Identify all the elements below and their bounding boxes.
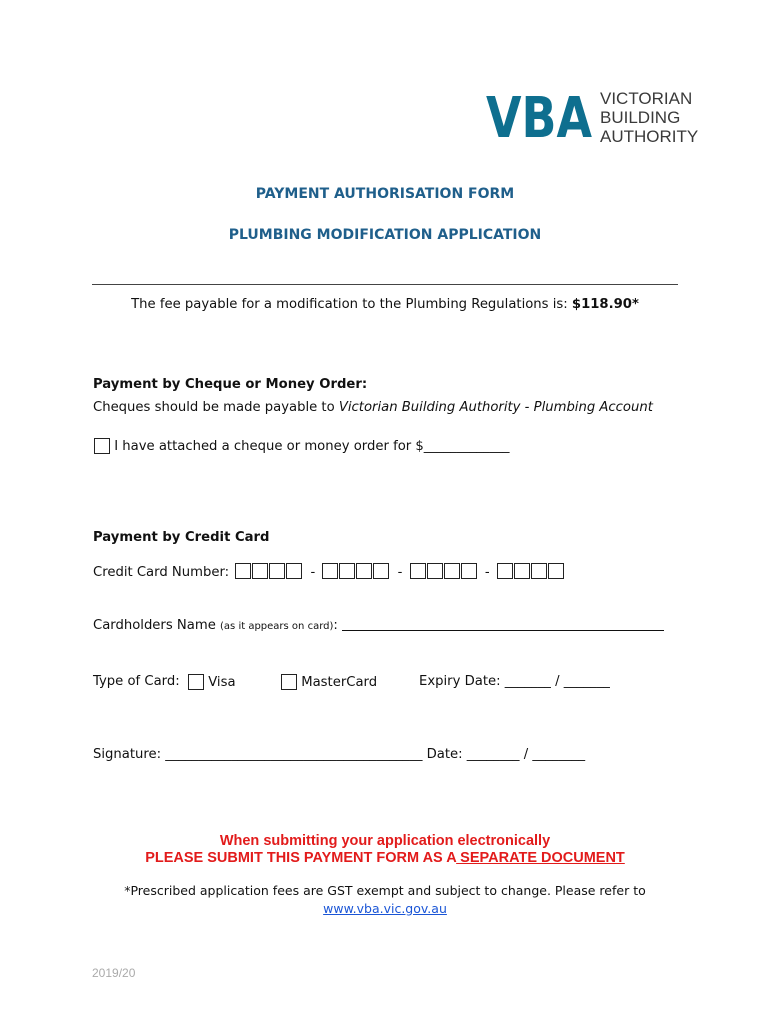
card-number-separator: - bbox=[310, 565, 316, 580]
credit-heading: Payment by Credit Card bbox=[93, 530, 270, 545]
card-number-group-2[interactable] bbox=[322, 565, 390, 580]
signature-label: Signature: bbox=[93, 747, 166, 762]
card-number-row bbox=[93, 563, 565, 580]
cheque-attached-label: I have attached a cheque or money order for $_____________ bbox=[114, 439, 510, 454]
mastercard-option[interactable] bbox=[281, 674, 377, 690]
card-type-label: Type of Card: bbox=[93, 674, 180, 689]
cardholder-hint: (as it appears on card) bbox=[220, 621, 334, 632]
footnote-star: * bbox=[124, 883, 131, 898]
card-number-group-4[interactable] bbox=[497, 565, 565, 580]
visa-label: Visa bbox=[208, 675, 236, 690]
cheque-heading: Payment by Cheque or Money Order: bbox=[93, 377, 368, 392]
cardholder-row bbox=[93, 618, 664, 633]
form-subtitle: PLUMBING MODIFICATION APPLICATION bbox=[228, 227, 542, 243]
notice-prefix: PLEASE SUBMIT THIS PAYMENT FORM AS A bbox=[145, 850, 457, 866]
cardholder-name-field[interactable] bbox=[342, 630, 664, 631]
mastercard-checkbox[interactable] bbox=[281, 674, 297, 690]
card-number-group-3[interactable] bbox=[410, 565, 478, 580]
logo-line-3: AUTHORITY bbox=[600, 127, 699, 146]
card-number-separator: - bbox=[397, 565, 403, 580]
fee-text: The fee payable for a modification to the Plumbing Regulations is: bbox=[131, 297, 572, 312]
vba-logo-mark bbox=[486, 86, 594, 151]
notice-line-1: When submitting your application electronically bbox=[219, 833, 551, 849]
vba-website-link[interactable]: www.vba.vic.gov.au bbox=[323, 901, 447, 916]
logo-line-1: VICTORIAN bbox=[600, 89, 693, 108]
cardholder-label: Cardholders Name bbox=[93, 618, 216, 633]
fee-footnote bbox=[0, 883, 770, 898]
cardholder-colon: : bbox=[333, 618, 338, 633]
logo-wordmark bbox=[600, 89, 698, 146]
mastercard-label: MasterCard bbox=[301, 675, 378, 690]
footnote-link-row bbox=[0, 901, 770, 916]
cheque-payee: Victorian Building Authority - Plumbing Account bbox=[338, 400, 653, 415]
card-number-group-1[interactable] bbox=[235, 565, 303, 580]
cheque-attached-checkbox[interactable] bbox=[94, 438, 110, 454]
signature-line[interactable]: _______________________________________ bbox=[165, 747, 423, 762]
footnote-text: Prescribed application fees are GST exempt and subject to change. Please refer to bbox=[130, 883, 646, 898]
cheque-instruction bbox=[93, 400, 653, 415]
expiry-date-field[interactable]: Expiry Date: _______ / _______ bbox=[419, 674, 610, 689]
logo-mark-text: VBA bbox=[486, 86, 593, 151]
signature-date[interactable]: Date: ________ / ________ bbox=[422, 747, 586, 762]
fee-line bbox=[0, 297, 770, 312]
divider bbox=[92, 284, 678, 285]
logo-line-2: BUILDING bbox=[600, 108, 681, 127]
visa-checkbox[interactable] bbox=[188, 674, 204, 690]
cheque-instruction-prefix: Cheques should be made payable to bbox=[93, 400, 339, 415]
visa-option[interactable] bbox=[188, 674, 236, 690]
card-number-separator: - bbox=[484, 565, 490, 580]
footer-year: 2019/20 bbox=[92, 966, 136, 980]
fee-amount: $118.90* bbox=[571, 297, 639, 312]
notice-line-2 bbox=[0, 850, 770, 866]
form-title: PAYMENT AUTHORISATION FORM bbox=[255, 186, 515, 202]
cheque-attached-row bbox=[94, 438, 510, 454]
signature-row bbox=[93, 747, 585, 762]
notice-emphasis: SEPARATE DOCUMENT bbox=[456, 850, 625, 866]
card-number-label: Credit Card Number: bbox=[93, 565, 230, 580]
